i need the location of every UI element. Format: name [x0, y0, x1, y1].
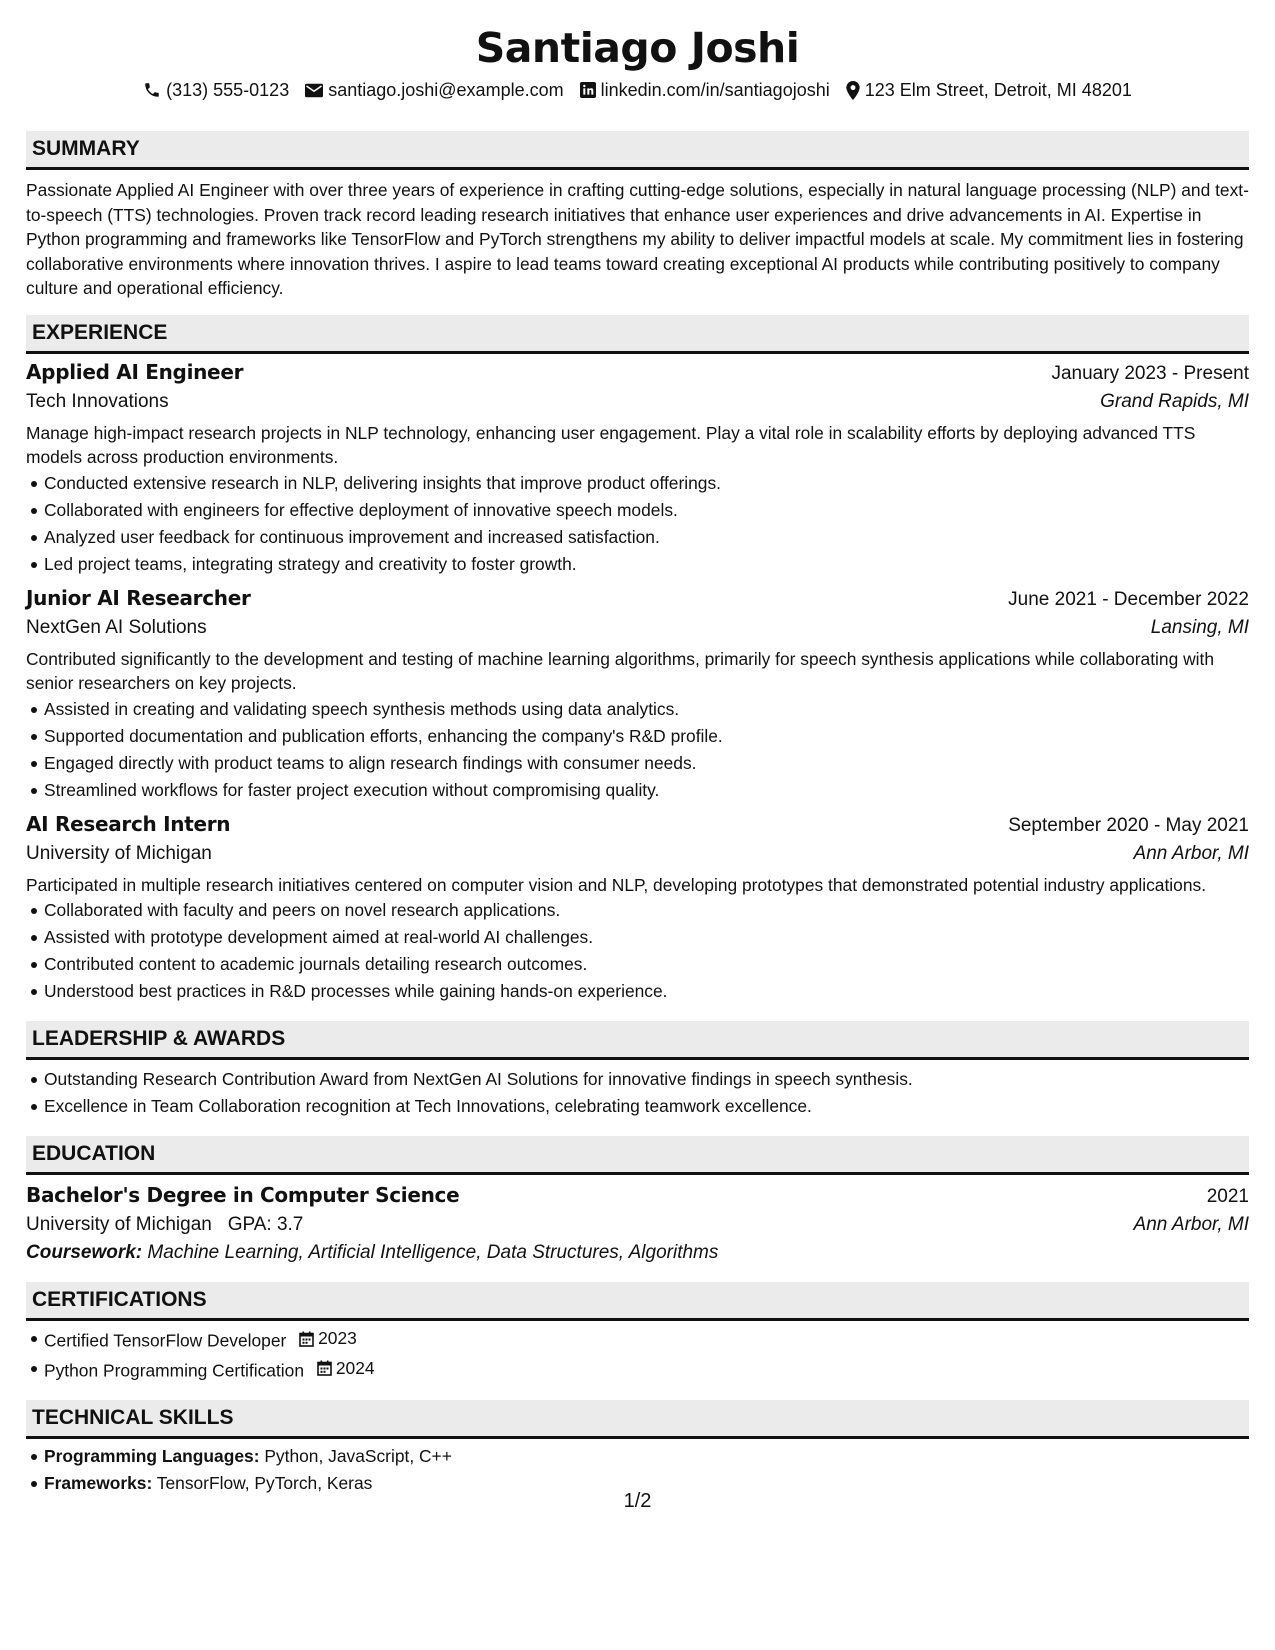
- education-section: [26, 1136, 1249, 1264]
- calendar-icon: [299, 1331, 314, 1347]
- education-degree-row: [26, 1183, 1249, 1208]
- job-title: AI Research Intern: [26, 811, 231, 836]
- list-item: Streamlined workflows for faster project execution without compromising quality.: [44, 777, 1249, 804]
- section-header-leadership: LEADERSHIP & AWARDS: [26, 1021, 1249, 1060]
- job-dates: January 2023 - Present: [1051, 362, 1249, 384]
- job-description: Contributed significantly to the development and testing of machine learning algorithms, primarily for speech synthesis applications while collaborating with senior researchers on key projects.: [26, 648, 1215, 693]
- section-header-experience: EXPERIENCE: [26, 315, 1249, 354]
- list-item: Collaborated with engineers for effective deployment of innovative speech models.: [44, 497, 1249, 524]
- list-item: Assisted with prototype development aimed at real-world AI challenges.: [44, 924, 1249, 951]
- coursework-label: Coursework:: [26, 1242, 143, 1263]
- certifications-section: [26, 1282, 1249, 1384]
- job-dates: September 2020 - May 2021: [1008, 814, 1249, 836]
- email-text: santiago.joshi@example.com: [328, 80, 564, 100]
- contact-linkedin[interactable]: [580, 78, 830, 102]
- job-company-row: [26, 843, 1249, 865]
- list-item: Conducted extensive research in NLP, delivering insights that improve product offerings.: [44, 470, 1249, 497]
- skill-value: Python, JavaScript, C++: [264, 1446, 452, 1466]
- gpa: GPA: 3.7: [227, 1214, 304, 1235]
- skills-list: [26, 1443, 1249, 1497]
- list-item: [44, 1355, 1249, 1385]
- job-bullets: [26, 696, 1249, 804]
- summary-section: [26, 131, 1249, 301]
- job-header-row: [26, 360, 1249, 385]
- degree-title: Bachelor's Degree in Computer Science: [26, 1183, 460, 1207]
- list-item: Engaged directly with product teams to align research findings with consumer needs.: [44, 750, 1249, 777]
- coursework: [26, 1242, 1249, 1264]
- address-text: 123 Elm Street, Detroit, MI 48201: [864, 80, 1132, 100]
- list-item: Collaborated with faculty and peers on novel research applications.: [44, 897, 1249, 924]
- experience-section: [26, 315, 1249, 1006]
- calendar-icon: [317, 1360, 332, 1376]
- list-item: Supported documentation and publication efforts, enhancing the company's R&D profile.: [44, 723, 1249, 750]
- job-location: Ann Arbor, MI: [1133, 842, 1249, 864]
- certification-name: Python Programming Certification: [44, 1360, 305, 1380]
- job-description: Manage high-impact research projects in NLP technology, enhancing user engagement. Play a vital role in scalability efforts by deploying advanced TTS models across production environments.: [26, 422, 1196, 467]
- contact-email[interactable]: [305, 78, 563, 102]
- education-location: Ann Arbor, MI: [1133, 1214, 1249, 1235]
- map-pin-icon: [846, 81, 860, 100]
- certification-year: 2023: [318, 1328, 357, 1348]
- section-header-skills: TECHNICAL SKILLS: [26, 1400, 1249, 1439]
- job-company-row: [26, 617, 1249, 639]
- summary-text: Passionate Applied AI Engineer with over three years of experience in crafting cutting-edge solutions, especially in natural language processing (NLP) and text-to-speech (TTS) technologies. Proven track record leading research initiatives that enhance user experiences and drive advancements in AI. Expertise in Python programming and frameworks like TensorFlow and PyTorch strengthens my ability to deliver impactful models at scale. My commitment lies in fostering collaborative environments where innovation thrives. I aspire to lead teams toward creating exceptional AI products while contributing positively to company culture and operational efficiency.: [26, 180, 1249, 298]
- job-entry: [26, 360, 1249, 578]
- list-item: Contributed content to academic journals detailing research outcomes.: [44, 951, 1249, 978]
- candidate-name: Santiago Joshi: [475, 24, 800, 72]
- job-entry: [26, 812, 1249, 1006]
- job-dates: June 2021 - December 2022: [1008, 588, 1249, 610]
- phone-icon: [143, 81, 161, 99]
- school-name: University of Michigan: [26, 1214, 212, 1235]
- job-location: Lansing, MI: [1150, 616, 1249, 638]
- leadership-list: [26, 1066, 1249, 1120]
- skills-section: [26, 1400, 1249, 1497]
- linkedin-icon: [580, 82, 596, 98]
- list-item: Analyzed user feedback for continuous improvement and increased satisfaction.: [44, 524, 1249, 551]
- job-description: Participated in multiple research initiatives centered on computer vision and NLP, developing prototypes that demonstrated potential industry applications.: [26, 874, 1207, 895]
- graduation-year: 2021: [1206, 1186, 1249, 1207]
- education-school-row: [26, 1214, 1249, 1236]
- certification-date: [317, 1355, 375, 1382]
- list-item: Led project teams, integrating strategy and creativity to foster growth.: [44, 551, 1249, 578]
- section-header-summary: SUMMARY: [26, 131, 1249, 170]
- list-item: [44, 1443, 1249, 1470]
- certifications-list: [26, 1325, 1249, 1384]
- job-location: Grand Rapids, MI: [1100, 390, 1249, 412]
- list-item: [44, 1325, 1249, 1355]
- section-header-certifications: CERTIFICATIONS: [26, 1282, 1249, 1321]
- job-bullets: [26, 897, 1249, 1005]
- job-entry: [26, 586, 1249, 804]
- job-company: University of Michigan: [26, 842, 212, 864]
- list-item: Excellence in Team Collaboration recognition at Tech Innovations, celebrating teamwork excellence.: [44, 1093, 1249, 1120]
- job-company-row: [26, 391, 1249, 413]
- list-item: Understood best practices in R&D processes while gaining hands-on experience.: [44, 978, 1249, 1005]
- skill-label: Programming Languages:: [44, 1446, 260, 1466]
- contact-address: [846, 78, 1132, 102]
- education-school-gpa: [26, 1214, 303, 1236]
- leadership-section: [26, 1021, 1249, 1120]
- phone-text: (313) 555-0123: [166, 80, 290, 100]
- job-company: Tech Innovations: [26, 390, 169, 412]
- list-item: Assisted in creating and validating speech synthesis methods using data analytics.: [44, 696, 1249, 723]
- certification-date: [299, 1325, 357, 1352]
- contact-phone: [143, 78, 289, 102]
- coursework-list: Machine Learning, Artificial Intelligence, Data Structures, Algorithms: [147, 1242, 719, 1263]
- section-header-education: EDUCATION: [26, 1136, 1249, 1175]
- skill-value: TensorFlow, PyTorch, Keras: [156, 1473, 373, 1493]
- job-company: NextGen AI Solutions: [26, 616, 207, 638]
- skill-label: Frameworks:: [44, 1473, 153, 1493]
- linkedin-text: linkedin.com/in/santiagojoshi: [600, 80, 830, 100]
- job-title: Applied AI Engineer: [26, 359, 244, 384]
- job-title: Junior AI Researcher: [26, 585, 251, 610]
- certification-year: 2024: [335, 1357, 375, 1378]
- envelope-icon: [305, 83, 323, 98]
- job-header-row: [26, 586, 1249, 611]
- job-header-row: [26, 812, 1249, 837]
- list-item: Outstanding Research Contribution Award from NextGen AI Solutions for innovative findings in speech synthesis.: [44, 1066, 1249, 1093]
- contact-bar: [26, 78, 1249, 102]
- job-bullets: [26, 470, 1249, 578]
- page-number: 1/2: [623, 1490, 652, 1512]
- certification-name: Certified TensorFlow Developer: [44, 1330, 287, 1351]
